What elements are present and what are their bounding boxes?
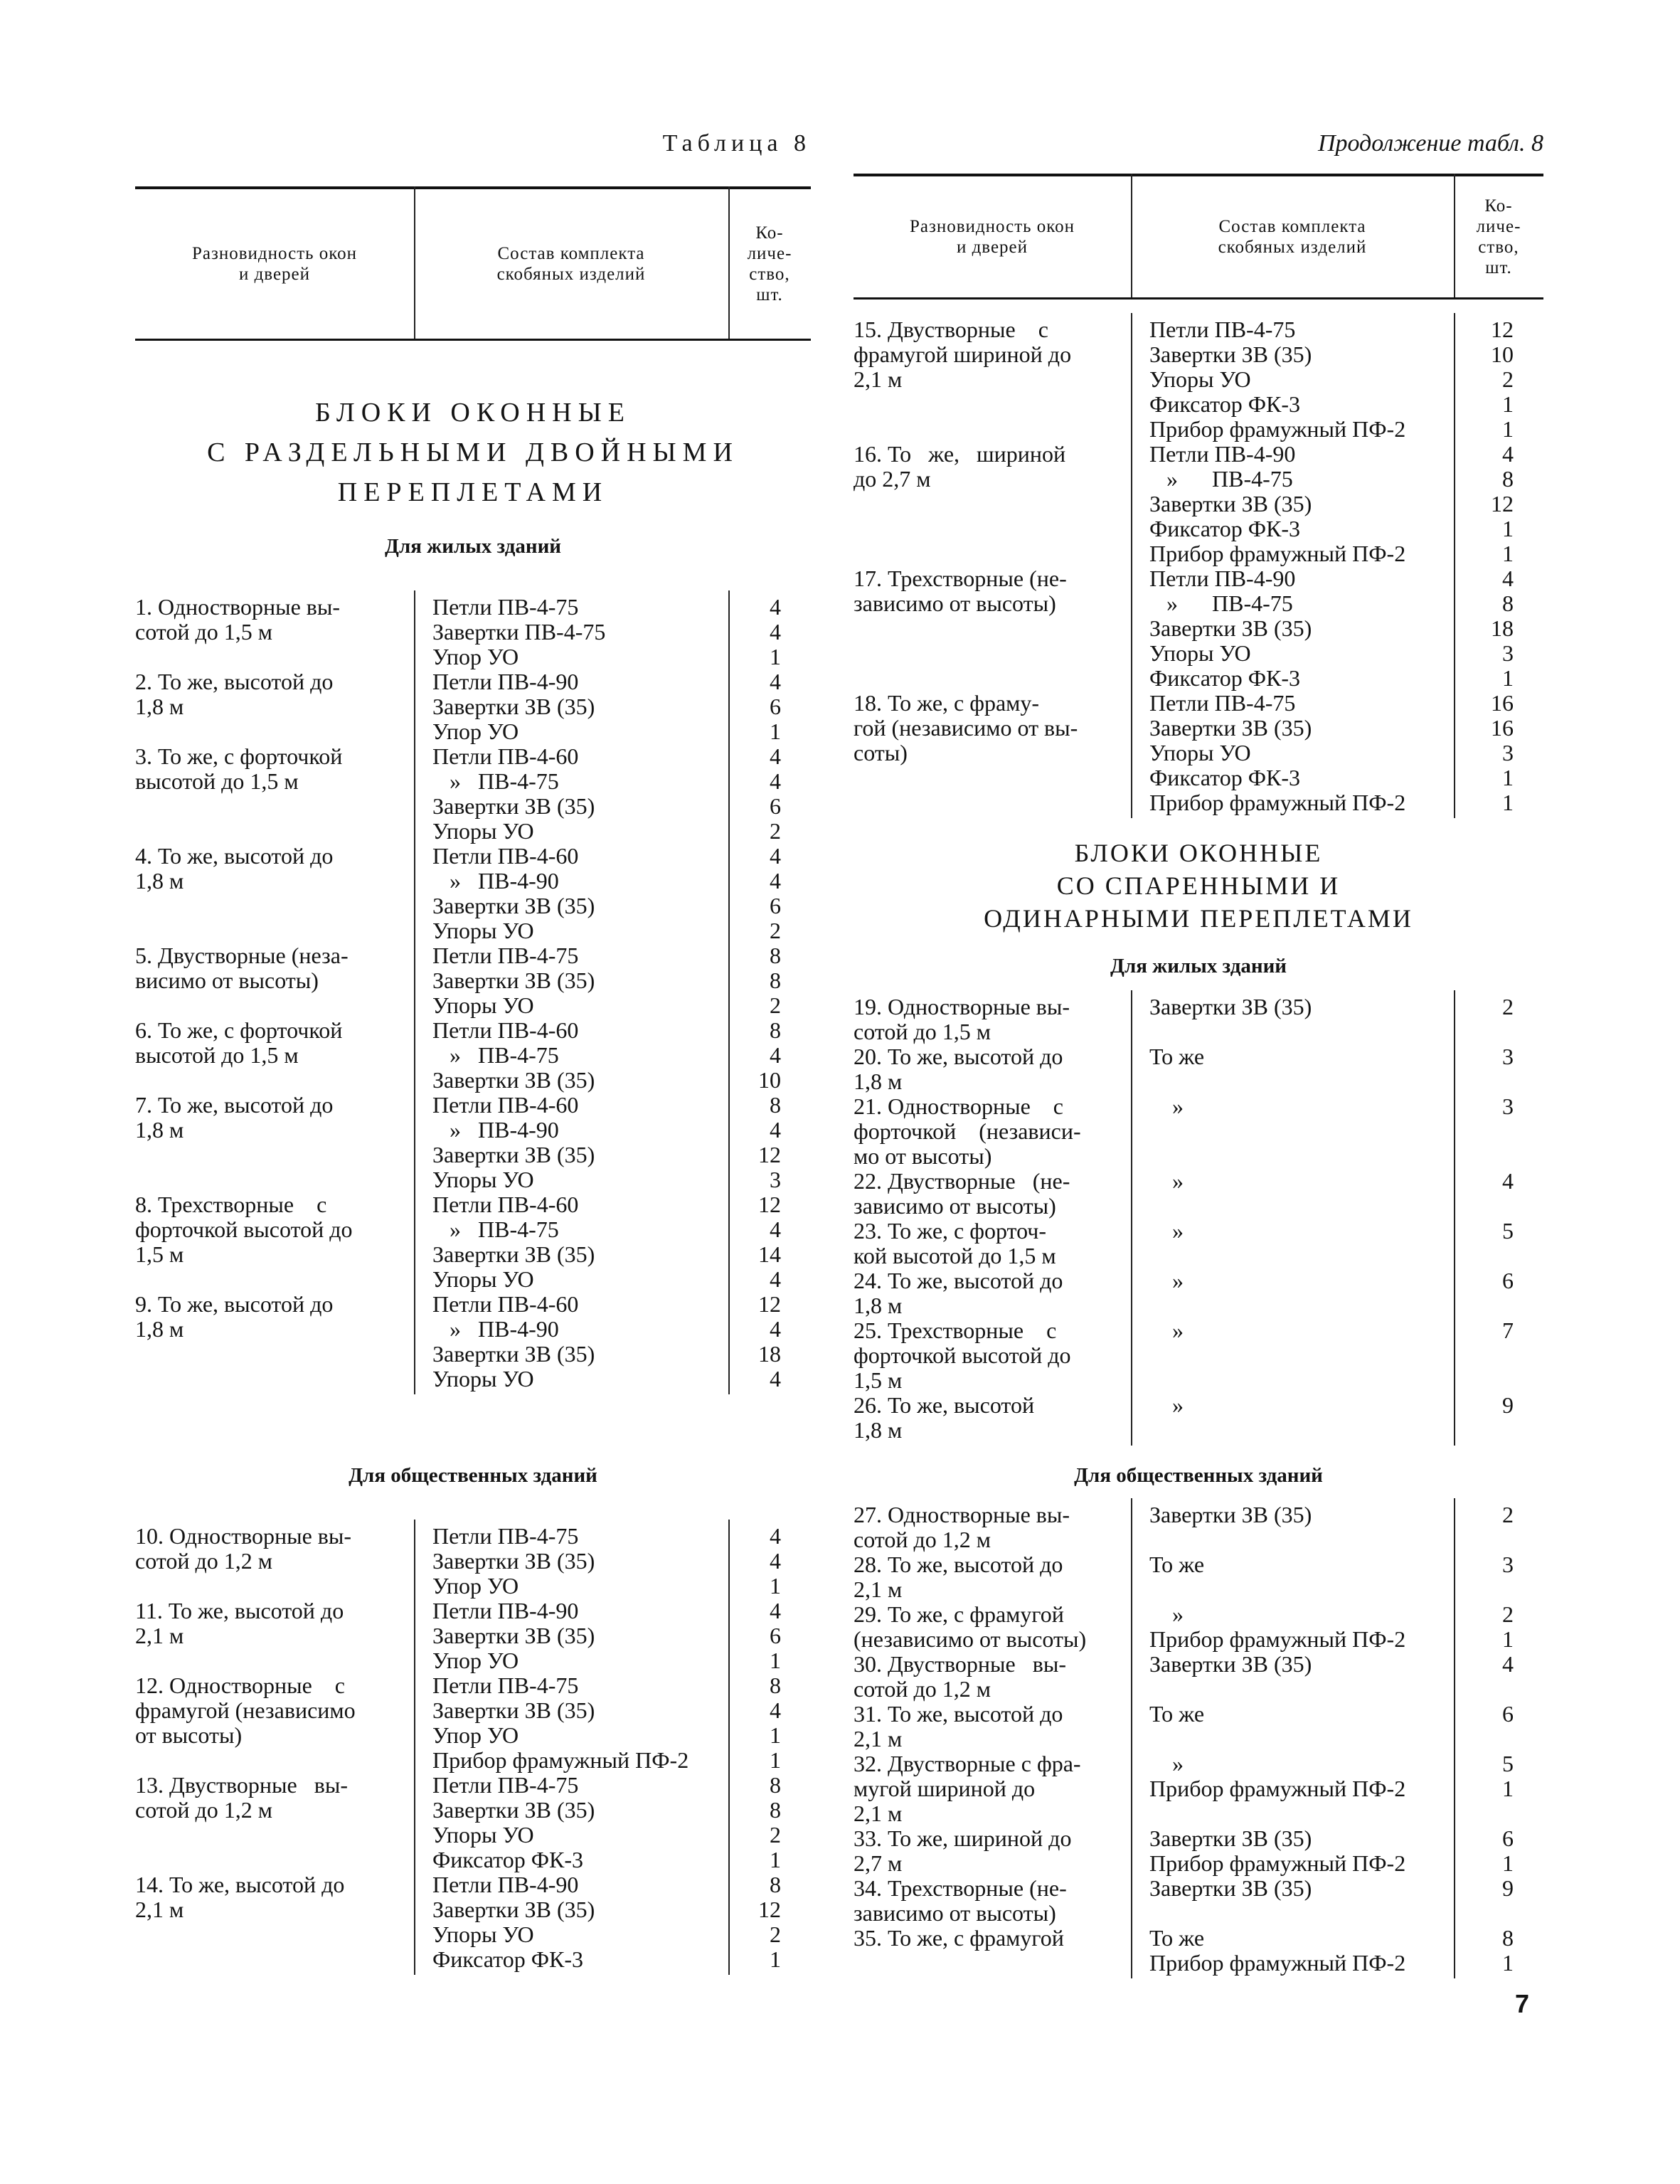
row-item: Завертки ЗВ (35) (1149, 715, 1312, 741)
row-kind: 2. То же, высотой до 1,8 м (135, 669, 334, 719)
row-kind: 4. То же, высотой до 1,8 м (135, 843, 334, 894)
row-item: Петли ПВ-4-60 (432, 1291, 579, 1317)
row-quantity: 1 (1502, 790, 1514, 815)
row-item: Упор УО (432, 1648, 519, 1673)
row-item: Упоры УО (432, 1366, 534, 1391)
row-item: Упоры УО (1149, 640, 1251, 666)
row-quantity: 2 (770, 818, 781, 844)
row-item: Завертки ЗВ (35) (432, 1067, 595, 1093)
header-set: Состав комплекта скобяных изделий (1218, 217, 1367, 257)
row-quantity: 2 (770, 1822, 781, 1848)
row-item: Прибор фрамужный ПФ-2 (1149, 416, 1406, 442)
row-kind: 23. То же, с форточ- кой высотой до 1,5 м (854, 1218, 1056, 1268)
row-kind: 5. Двустворные (неза- висимо от высоты) (135, 943, 349, 993)
row-kind: 24. То же, высотой до 1,8 м (854, 1268, 1063, 1318)
row-item: » ПВ-4-90 (432, 868, 559, 894)
row-item: То же (1149, 1552, 1205, 1577)
row-quantity: 1 (1502, 391, 1514, 417)
row-quantity: 1 (1502, 765, 1514, 790)
row-item: Прибор фрамужный ПФ-2 (1149, 1950, 1406, 1976)
row-kind: 8. Трехстворные с форточкой высотой до 1,5 м (135, 1192, 353, 1267)
row-item: То же (1149, 1044, 1205, 1069)
row-item: » (1149, 1318, 1184, 1343)
row-quantity: 3 (1502, 740, 1514, 765)
row-quantity: 4 (1502, 1651, 1514, 1677)
row-quantity: 4 (770, 1117, 781, 1143)
row-quantity: 3 (1502, 1552, 1514, 1577)
row-item: То же (1149, 1925, 1205, 1951)
row-quantity: 1 (770, 1573, 781, 1599)
row-kind: 34. Трехстворные (не- зависимо от высоты) (854, 1875, 1067, 1926)
row-kind: 19. Одностворные вы- сотой до 1,5 м (854, 994, 1070, 1044)
row-item: Петли ПВ-4-60 (432, 843, 579, 869)
row-kind: 32. Двустворные с фра- мугой шириной до 2,1 м (854, 1751, 1081, 1826)
row-item: » (1149, 1093, 1184, 1119)
row-item: » (1149, 1168, 1184, 1194)
row-quantity: 1 (770, 1722, 781, 1748)
row-kind: 35. То же, с фрамугой (854, 1925, 1064, 1951)
row-quantity: 14 (758, 1241, 781, 1267)
row-quantity: 8 (770, 1017, 781, 1043)
row-item: Упор УО (432, 719, 519, 744)
row-quantity: 4 (1502, 1168, 1514, 1194)
column-rule (1454, 1498, 1455, 1978)
row-item: То же (1149, 1701, 1205, 1727)
row-kind: 16. То же, шириной до 2,7 м (854, 441, 1066, 492)
column-rule (414, 1520, 415, 1975)
row-kind: 10. Одностворные вы- сотой до 1,2 м (135, 1523, 352, 1574)
row-quantity: 9 (1502, 1392, 1514, 1418)
row-item: Завертки ПВ-4-75 (432, 619, 606, 645)
row-quantity: 4 (770, 1697, 781, 1723)
row-quantity: 4 (770, 843, 781, 869)
row-item: Упор УО (432, 644, 519, 669)
subheading-public: Для общественных зданий (1074, 1464, 1323, 1487)
row-item: Упоры УО (432, 992, 534, 1018)
row-quantity: 8 (770, 1872, 781, 1897)
row-quantity: 10 (758, 1067, 781, 1093)
row-kind: 9. То же, высотой до 1,8 м (135, 1291, 334, 1342)
row-item: » ПВ-4-75 (1149, 590, 1293, 616)
row-kind: 11. То же, высотой до 2,1 м (135, 1598, 344, 1648)
row-quantity: 4 (770, 1366, 781, 1391)
row-item: Петли ПВ-4-75 (1149, 690, 1296, 716)
row-kind: 33. То же, шириной до 2,7 м (854, 1825, 1072, 1876)
row-item: Петли ПВ-4-90 (432, 1598, 579, 1623)
row-kind: 20. То же, высотой до 1,8 м (854, 1044, 1063, 1094)
row-item: Завертки ЗВ (35) (1149, 1651, 1312, 1677)
row-kind: 18. То же, с фраму- гой (независимо от вы- соты) (854, 690, 1078, 765)
row-kind: 21. Одностворные с форточкой (независи- мо от высоты) (854, 1093, 1081, 1169)
row-kind: 28. То же, высотой до 2,1 м (854, 1552, 1063, 1602)
row-item: Упоры УО (432, 918, 534, 943)
row-quantity: 1 (1502, 1850, 1514, 1876)
row-item: Завертки ЗВ (35) (432, 1341, 595, 1367)
row-item: Завертки ЗВ (35) (432, 1623, 595, 1648)
row-item: Завертки ЗВ (35) (432, 1797, 595, 1823)
row-quantity: 7 (1502, 1318, 1514, 1343)
row-quantity: 8 (1502, 590, 1514, 616)
page-number: 7 (1515, 1989, 1530, 2018)
row-item: Упоры УО (432, 1167, 534, 1192)
row-quantity: 4 (770, 1523, 781, 1549)
row-quantity: 6 (770, 1623, 781, 1648)
row-item: Петли ПВ-4-75 (432, 1772, 579, 1798)
row-quantity: 1 (770, 644, 781, 669)
row-item: » (1149, 1751, 1184, 1776)
row-quantity: 16 (1491, 690, 1514, 716)
row-item: Упоры УО (432, 1921, 534, 1947)
row-quantity: 4 (770, 594, 781, 620)
row-item: Петли ПВ-4-75 (432, 1673, 579, 1698)
row-quantity: 18 (1491, 615, 1514, 641)
row-item: Завертки ЗВ (35) (432, 1548, 595, 1574)
row-kind: 13. Двустворные вы- сотой до 1,2 м (135, 1772, 349, 1823)
row-quantity: 2 (1502, 1601, 1514, 1627)
row-item: Петли ПВ-4-60 (432, 1092, 579, 1118)
row-quantity: 12 (758, 1291, 781, 1317)
row-quantity: 1 (770, 1847, 781, 1872)
header-rule (728, 186, 730, 339)
row-item: Упоры УО (432, 1822, 534, 1848)
row-item: Фиксатор ФК-3 (432, 1946, 583, 1972)
row-item: Прибор фрамужный ПФ-2 (1149, 1776, 1406, 1801)
header-kind: Разновидность окон и дверей (909, 217, 1075, 257)
row-item: » ПВ-4-75 (432, 1216, 559, 1242)
row-quantity: 6 (1502, 1268, 1514, 1293)
row-item: » (1149, 1218, 1184, 1244)
row-item: Завертки ЗВ (35) (1149, 1502, 1312, 1527)
row-quantity: 4 (770, 1042, 781, 1068)
row-item: Фиксатор ФК-3 (1149, 665, 1300, 691)
row-quantity: 2 (770, 1921, 781, 1947)
row-kind: 25. Трехстворные с форточкой высотой до 1,5 м (854, 1318, 1071, 1393)
row-quantity: 1 (770, 1946, 781, 1972)
column-rule (728, 1520, 730, 1975)
row-item: Завертки ЗВ (35) (1149, 341, 1312, 367)
row-item: Фиксатор ФК-3 (1149, 516, 1300, 541)
header-rule (1454, 174, 1455, 297)
column-rule (728, 590, 730, 1394)
header-kind: Разновидность окон и дверей (191, 244, 358, 284)
header-set: Состав комплекта скобяных изделий (496, 244, 646, 284)
row-kind: 22. Двустворные (не- зависимо от высоты) (854, 1168, 1070, 1219)
row-quantity: 6 (1502, 1825, 1514, 1851)
row-quantity: 4 (770, 669, 781, 694)
row-quantity: 4 (770, 743, 781, 769)
row-quantity: 4 (770, 1266, 781, 1292)
row-kind: 29. То же, с фрамугой (независимо от высоты) (854, 1601, 1087, 1652)
row-item: » ПВ-4-90 (432, 1316, 559, 1342)
row-quantity: 12 (758, 1897, 781, 1922)
row-quantity: 12 (758, 1192, 781, 1217)
row-item: Упоры УО (432, 1266, 534, 1292)
row-kind: 15. Двустворные с фрамугой шириной до 2,1 м (854, 317, 1072, 392)
row-item: » ПВ-4-75 (432, 768, 559, 794)
row-quantity: 3 (770, 1167, 781, 1192)
row-item: Завертки ЗВ (35) (1149, 1825, 1312, 1851)
row-kind: 3. То же, с форточкой высотой до 1,5 м (135, 743, 343, 794)
row-quantity: 4 (770, 868, 781, 894)
row-kind: 26. То же, высотой 1,8 м (854, 1392, 1035, 1443)
row-item: Петли ПВ-4-75 (432, 594, 579, 620)
column-rule (1131, 990, 1132, 1446)
row-item: Петли ПВ-4-90 (1149, 441, 1296, 467)
row-item: » ПВ-4-75 (432, 1042, 559, 1068)
row-quantity: 4 (1502, 566, 1514, 591)
row-item: » ПВ-4-75 (1149, 466, 1293, 492)
row-item: Упоры УО (1149, 366, 1251, 392)
row-item: Петли ПВ-4-60 (432, 1017, 579, 1043)
section-heading: БЛОКИ ОКОННЫЕ С РАЗДЕЛЬНЫМИ ДВОЙНЫМИ ПЕРЕПЛЕТАМИ (207, 398, 739, 507)
row-item: Упоры УО (432, 818, 534, 844)
row-item: Петли ПВ-4-90 (432, 1872, 579, 1897)
row-quantity: 5 (1502, 1751, 1514, 1776)
row-quantity: 16 (1491, 715, 1514, 741)
row-item: Прибор фрамужный ПФ-2 (1149, 1626, 1406, 1652)
row-quantity: 1 (1502, 1626, 1514, 1652)
row-quantity: 2 (770, 992, 781, 1018)
row-quantity: 8 (770, 968, 781, 993)
row-quantity: 10 (1491, 341, 1514, 367)
row-quantity: 8 (1502, 1925, 1514, 1951)
row-quantity: 6 (770, 694, 781, 719)
row-quantity: 4 (770, 1548, 781, 1574)
row-item: » (1149, 1268, 1184, 1293)
row-quantity: 3 (1502, 1044, 1514, 1069)
column-rule (1131, 1498, 1132, 1978)
row-quantity: 1 (1502, 1950, 1514, 1976)
subheading-public: Для общественных зданий (349, 1464, 597, 1487)
table-caption: Таблица 8 (662, 130, 811, 157)
row-item: Петли ПВ-4-90 (1149, 566, 1296, 591)
row-item: » (1149, 1601, 1184, 1627)
row-quantity: 2 (770, 918, 781, 943)
row-quantity: 8 (770, 1797, 781, 1823)
row-quantity: 4 (1502, 441, 1514, 467)
row-kind: 1. Одностворные вы- сотой до 1,5 м (135, 594, 341, 645)
row-quantity: 4 (770, 768, 781, 794)
row-item: Петли ПВ-4-60 (432, 1192, 579, 1217)
row-item: Петли ПВ-4-60 (432, 743, 579, 769)
row-quantity: 6 (770, 793, 781, 819)
row-item: Прибор фрамужный ПФ-2 (1149, 1850, 1406, 1876)
row-quantity: 3 (1502, 1093, 1514, 1119)
row-kind: 17. Трехстворные (не- зависимо от высоты) (854, 566, 1067, 616)
row-item: Завертки ЗВ (35) (432, 793, 595, 819)
row-item: Завертки ЗВ (35) (1149, 615, 1312, 641)
section-heading: БЛОКИ ОКОННЫЕ СО СПАРЕННЫМИ И ОДИНАРНЫМИ ПЕРЕПЛЕТАМИ (984, 839, 1413, 933)
column-rule (1454, 990, 1455, 1446)
row-quantity: 1 (1502, 416, 1514, 442)
row-quantity: 1 (1502, 665, 1514, 691)
row-quantity: 8 (770, 943, 781, 968)
row-item: Петли ПВ-4-75 (432, 1523, 579, 1549)
row-quantity: 2 (1502, 1502, 1514, 1527)
row-item: Петли ПВ-4-75 (1149, 317, 1296, 342)
row-item: Завертки ЗВ (35) (432, 1142, 595, 1167)
row-kind: 7. То же, высотой до 1,8 м (135, 1092, 334, 1143)
row-kind: 27. Одностворные вы- сотой до 1,2 м (854, 1502, 1070, 1552)
column-rule (414, 590, 415, 1394)
row-kind: 14. То же, высотой до 2,1 м (135, 1872, 345, 1922)
row-item: » ПВ-4-90 (432, 1117, 559, 1143)
row-quantity: 2 (1502, 366, 1514, 392)
row-item: Завертки ЗВ (35) (1149, 1875, 1312, 1901)
row-kind: 6. То же, с форточкой высотой до 1,5 м (135, 1017, 343, 1068)
row-item: Завертки ЗВ (35) (432, 893, 595, 918)
table-caption-continued: Продолжение табл. 8 (1317, 130, 1543, 157)
row-quantity: 5 (1502, 1218, 1514, 1244)
row-item: Прибор фрамужный ПФ-2 (432, 1747, 689, 1773)
row-item: Завертки ЗВ (35) (432, 968, 595, 993)
row-quantity: 4 (770, 619, 781, 645)
row-item: Фиксатор ФК-3 (1149, 765, 1300, 790)
table-header (135, 186, 811, 341)
row-quantity: 12 (1491, 491, 1514, 516)
subheading-residential: Для жилых зданий (385, 535, 561, 558)
row-quantity: 6 (770, 893, 781, 918)
row-quantity: 8 (770, 1772, 781, 1798)
row-quantity: 8 (1502, 466, 1514, 492)
header-qty: Ко- личе- ство, шт. (1476, 196, 1521, 277)
row-item: Фиксатор ФК-3 (432, 1847, 583, 1872)
row-item: Петли ПВ-4-75 (432, 943, 579, 968)
row-quantity: 3 (1502, 640, 1514, 666)
header-qty: Ко- личе- ство, шт. (747, 223, 792, 304)
row-kind: 12. Одностворные с фрамугой (независимо от высоты) (135, 1673, 356, 1748)
row-quantity: 1 (1502, 1776, 1514, 1801)
row-quantity: 1 (770, 1648, 781, 1673)
row-quantity: 12 (758, 1142, 781, 1167)
row-quantity: 1 (1502, 541, 1514, 566)
table-header (854, 174, 1543, 299)
row-item: Прибор фрамужный ПФ-2 (1149, 541, 1406, 566)
row-item: Завертки ЗВ (35) (432, 1241, 595, 1267)
row-item: Прибор фрамужный ПФ-2 (1149, 790, 1406, 815)
row-item: Завертки ЗВ (35) (432, 694, 595, 719)
row-quantity: 9 (1502, 1875, 1514, 1901)
row-item: Фиксатор ФК-3 (1149, 391, 1300, 417)
row-item: Упор УО (432, 1573, 519, 1599)
row-item: Упор УО (432, 1722, 519, 1748)
row-quantity: 12 (1491, 317, 1514, 342)
row-quantity: 1 (770, 1747, 781, 1773)
row-quantity: 8 (770, 1673, 781, 1698)
row-quantity: 4 (770, 1316, 781, 1342)
row-quantity: 6 (1502, 1701, 1514, 1727)
row-item: Завертки ЗВ (35) (432, 1897, 595, 1922)
row-quantity: 1 (1502, 516, 1514, 541)
row-kind: 31. То же, высотой до 2,1 м (854, 1701, 1063, 1751)
header-rule (1131, 174, 1132, 297)
row-item: Завертки ЗВ (35) (1149, 491, 1312, 516)
row-quantity: 1 (770, 719, 781, 744)
row-item: » (1149, 1392, 1184, 1418)
row-quantity: 8 (770, 1092, 781, 1118)
subheading-residential: Для жилых зданий (1110, 955, 1287, 977)
row-quantity: 4 (770, 1216, 781, 1242)
column-rule (1131, 313, 1132, 818)
header-rule (414, 186, 415, 339)
row-item: Завертки ЗВ (35) (1149, 994, 1312, 1019)
row-quantity: 18 (758, 1341, 781, 1367)
row-quantity: 4 (770, 1598, 781, 1623)
column-rule (1454, 313, 1455, 818)
row-kind: 30. Двустворные вы- сотой до 1,2 м (854, 1651, 1067, 1702)
row-item: Завертки ЗВ (35) (432, 1697, 595, 1723)
row-item: Упоры УО (1149, 740, 1251, 765)
row-item: Петли ПВ-4-90 (432, 669, 579, 694)
row-quantity: 2 (1502, 994, 1514, 1019)
